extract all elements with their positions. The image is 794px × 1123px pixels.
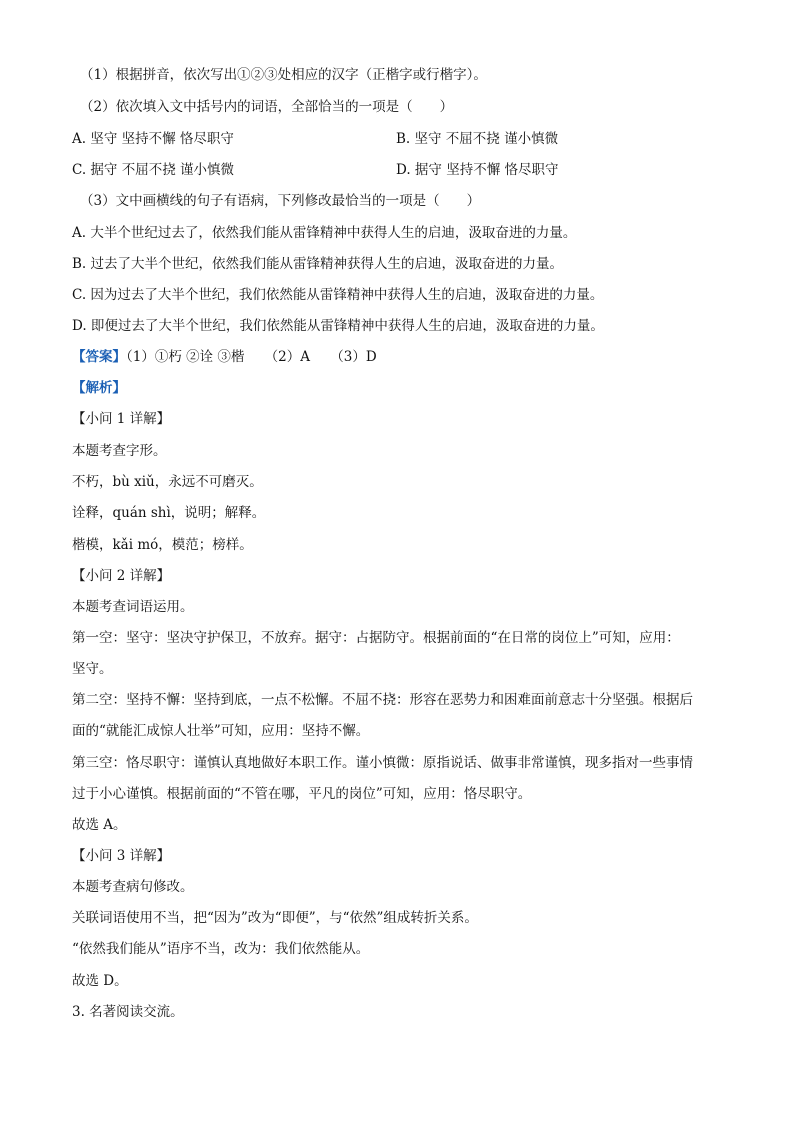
q2-option-d: D. 据守 坚持不懈 恪尽职守 — [396, 162, 559, 178]
question-2-prompt: （2）依次填入文中括号内的词语，全部恰当的一项是（ ） — [80, 99, 454, 115]
sub2-line: 本题考查词语运用。 — [72, 599, 194, 615]
sub2-line: 第三空：恪尽职守：谨慎认真地做好本职工作。谨小慎微：原指说话、做事非常谨慎，现多指对一些事情 — [72, 755, 693, 771]
next-question-heading: 3. 名著阅读交流。 — [72, 1004, 184, 1020]
q2-option-b: B. 坚守 不屈不挠 谨小慎微 — [396, 131, 559, 147]
sub1-line: 不朽，bù xiǔ，永远不可磨灭。 — [72, 474, 263, 490]
sub3-line: “依然我们能从”语序不当，改为：我们依然能从。 — [72, 941, 370, 957]
sub2-line: 坚守。 — [72, 661, 113, 677]
sub1-line: 本题考查字形。 — [72, 443, 167, 459]
question-3-prompt: （3）文中画横线的句子有语病，下列修改最恰当的一项是（ ） — [80, 193, 481, 209]
sub2-title: 【小问 2 详解】 — [72, 568, 171, 584]
q3-option-c: C. 因为过去了大半个世纪，我们依然能从雷锋精神中获得人生的启迪，汲取奋进的力量。 — [72, 287, 604, 303]
question-1-prompt: （1）根据拼音，依次写出①②③处相应的汉字（正楷字或行楷字）。 — [80, 67, 487, 83]
answer-row — [72, 347, 377, 367]
sub1-line: 楷模，kǎi mó，模范；榜样。 — [72, 537, 253, 553]
sub2-line: 第二空：坚持不懈：坚持到底，一点不松懈。不屈不挠：形容在恶势力和困难面前意志十分坚强。根据后 — [72, 692, 693, 708]
q2-option-c: C. 据守 不屈不挠 谨小慎微 — [72, 162, 235, 178]
sub3-line: 本题考查病句修改。 — [72, 879, 194, 895]
q3-option-a: A. 大半个世纪过去了，依然我们能从雷锋精神中获得人生的启迪，汲取奋进的力量。 — [72, 225, 577, 241]
sub2-line: 故选 A。 — [72, 817, 127, 833]
analysis-label: 【解析】 — [72, 380, 126, 396]
q2-option-a: A. 坚守 坚持不懈 恪尽职守 — [72, 131, 234, 147]
sub2-line: 第一空：坚守：坚决守护保卫，不放弃。据守：占据防守。根据前面的“在日常的岗位上”可知，应用： — [72, 630, 680, 646]
sub2-line: 过于小心谨慎。根据前面的“不管在哪，平凡的岗位”可知，应用：恪尽职守。 — [72, 786, 532, 802]
q3-option-b: B. 过去了大半个世纪，依然我们能从雷锋精神获得人生的启迪，汲取奋进的力量。 — [72, 256, 564, 272]
sub1-title: 【小问 1 详解】 — [72, 411, 171, 427]
sub1-line: 诠释，quán shì，说明；解释。 — [72, 505, 266, 521]
q3-option-d: D. 即便过去了大半个世纪，我们依然能从雷锋精神中获得人生的启迪，汲取奋进的力量。 — [72, 318, 604, 334]
sub3-title: 【小问 3 详解】 — [72, 848, 171, 864]
answer-label: 【答案】 — [72, 349, 126, 365]
sub3-line: 关联词语使用不当，把“因为”改为“即便”，与“依然”组成转折关系。 — [72, 910, 478, 926]
sub3-line: 故选 D。 — [72, 973, 128, 989]
answer-text: （1）①朽 ②诠 ③楷 （2）A （3）D — [126, 349, 377, 365]
sub2-line: 面的“就能汇成惊人壮举”可知，应用：坚持不懈。 — [72, 723, 370, 739]
